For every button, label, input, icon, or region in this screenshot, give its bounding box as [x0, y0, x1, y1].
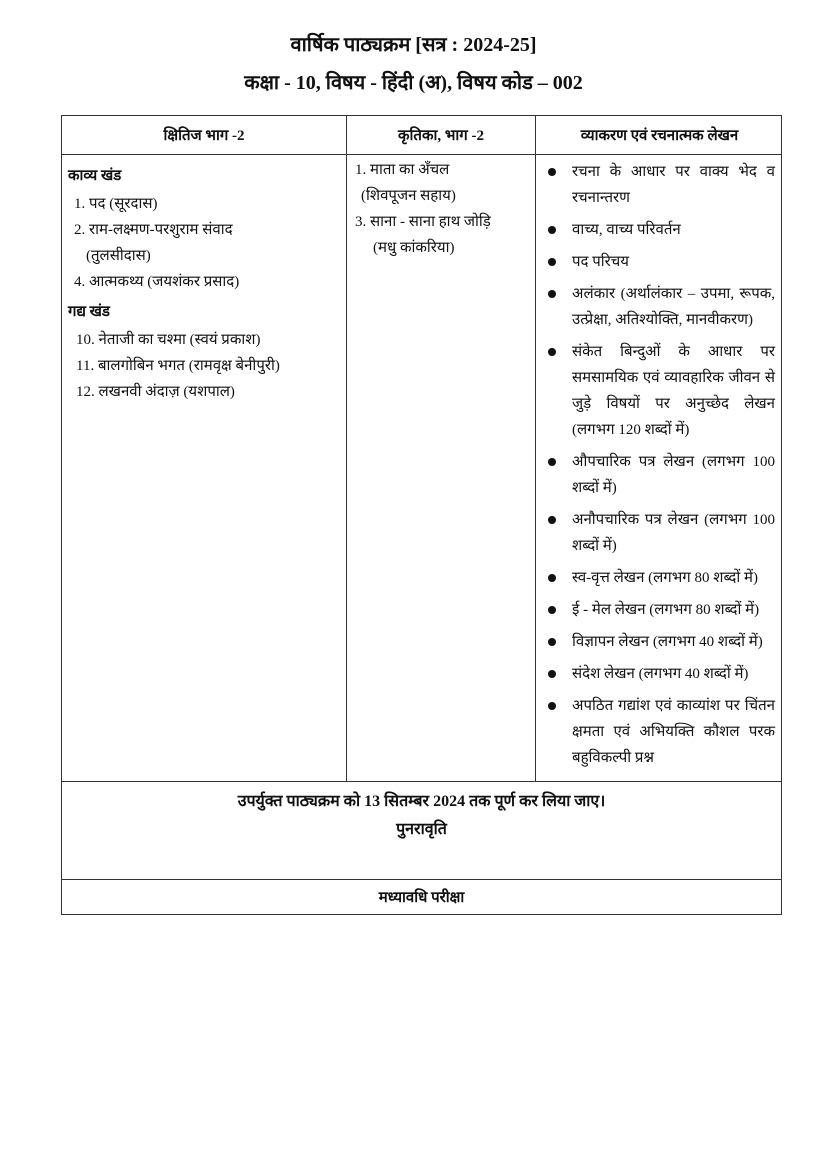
- list-item: (शिवपूजन सहाय): [361, 188, 456, 204]
- list-item: स्व-वृत्त लेखन (लगभग 80 शब्दों में): [544, 565, 775, 591]
- gadya-heading: गद्य खंड: [68, 304, 110, 320]
- list-item: अपठित गद्यांश एवं काव्यांश पर चिंतन क्षमता एवं अभियक्ति कौशल परक बहुविकल्पी प्रश्न: [544, 693, 775, 771]
- kshitij-cell: [62, 155, 347, 782]
- list-item: 4. आत्मकथ्य (जयशंकर प्रसाद): [74, 274, 240, 290]
- completion-note: उपर्युक्त पाठ्यक्रम को 13 सितम्बर 2024 तक पूर्ण कर लिया जाए।: [237, 793, 606, 810]
- list-item: वाच्य, वाच्य परिवर्तन: [544, 217, 775, 243]
- column-header-kritika: कृतिका, भाग -2: [347, 116, 536, 155]
- syllabus-table: [61, 115, 782, 915]
- list-item: रचना के आधार पर वाक्य भेद व रचनान्तरण: [544, 159, 775, 211]
- list-item: (तुलसीदास): [86, 248, 151, 264]
- document-title: वार्षिक पाठ्यक्रम [सत्र : 2024-25]: [290, 34, 537, 56]
- kavya-heading: काव्य खंड: [68, 168, 122, 184]
- list-item: 10. नेताजी का चश्मा (स्वयं प्रकाश): [76, 332, 261, 348]
- list-item: 1. माता का अँचल: [355, 162, 450, 178]
- vyakaran-list: [544, 159, 775, 771]
- midterm-row: [62, 880, 782, 915]
- list-item: अलंकार (अर्थालंकार – उपमा, रूपक, उत्प्रेक्षा, अतिश्योक्ति, मानवीकरण): [544, 281, 775, 333]
- list-item: (मधु कांकरिया): [373, 240, 455, 256]
- document-subtitle: कक्षा - 10, विषय - हिंदी (अ), विषय कोड – 002: [244, 72, 583, 94]
- midterm-label: मध्यावधि परीक्षा: [62, 880, 782, 915]
- column-header-kshitij: क्षितिज भाग -2: [62, 116, 347, 155]
- vyakaran-cell: [536, 155, 782, 782]
- kritika-cell: [347, 155, 536, 782]
- revision-label: पुनरावृति: [396, 821, 447, 838]
- list-item: 2. राम-लक्ष्मण-परशुराम संवाद: [74, 222, 233, 238]
- list-item: 11. बालगोबिन भगत (रामवृक्ष बेनीपुरी): [76, 358, 280, 374]
- column-header-vyakaran: व्याकरण एवं रचनात्मक लेखन: [536, 116, 782, 155]
- list-item: अनौपचारिक पत्र लेखन (लगभग 100 शब्दों में): [544, 507, 775, 559]
- list-item: संकेत बिन्दुओं के आधार पर समसामयिक एवं व्यावहारिक जीवन से जुड़े विषयों पर अनुच्छेद लेखन (लगभग 120 शब्दों में): [544, 339, 775, 443]
- note-row: [62, 782, 782, 880]
- list-item: ई - मेल लेखन (लगभग 80 शब्दों में): [544, 597, 775, 623]
- header-row: [62, 116, 782, 155]
- list-item: 3. साना - साना हाथ जोड़ि: [355, 214, 491, 230]
- list-item: 12. लखनवी अंदाज़ (यशपाल): [76, 384, 235, 400]
- list-item: संदेश लेखन (लगभग 40 शब्दों में): [544, 661, 775, 687]
- list-item: औपचारिक पत्र लेखन (लगभग 100 शब्दों में): [544, 449, 775, 501]
- content-row: [62, 155, 782, 782]
- note-cell: [62, 782, 782, 880]
- list-item: विज्ञापन लेखन (लगभग 40 शब्दों में): [544, 629, 775, 655]
- list-item: 1. पद (सूरदास): [74, 196, 158, 212]
- list-item: पद परिचय: [544, 249, 775, 275]
